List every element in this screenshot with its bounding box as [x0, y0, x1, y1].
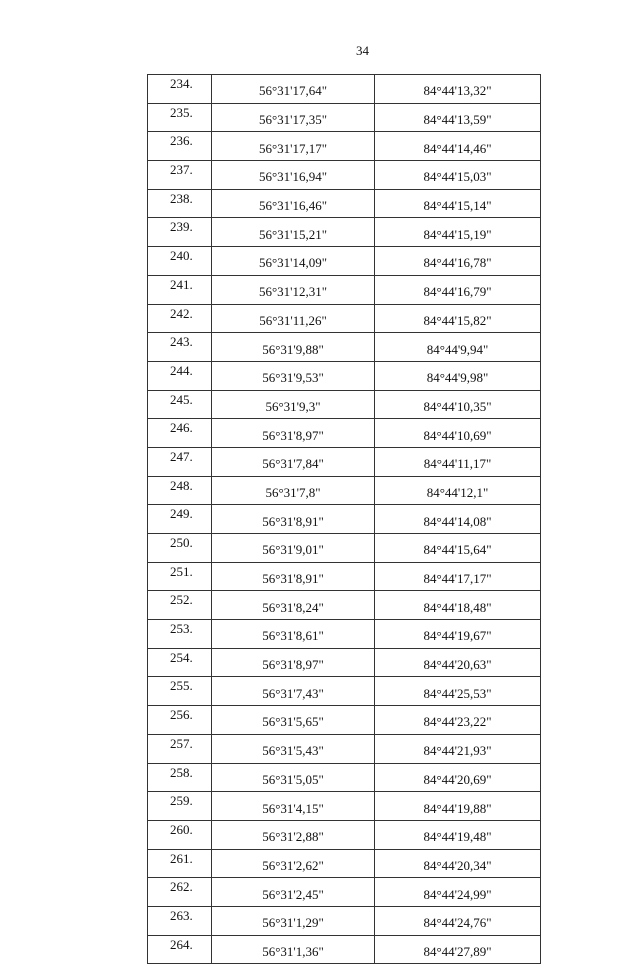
coordinates-table — [147, 74, 541, 964]
longitude-cell: 84°44'23,22" — [375, 706, 541, 735]
point-number-cell: 252. — [148, 591, 212, 620]
latitude-cell: 56°31'1,29" — [212, 906, 375, 935]
longitude-cell: 84°44'19,48" — [375, 820, 541, 849]
table-row — [148, 648, 541, 677]
latitude-cell: 56°31'14,09" — [212, 247, 375, 276]
longitude-cell: 84°44'16,78" — [375, 247, 541, 276]
latitude-cell: 56°31'1,36" — [212, 935, 375, 964]
point-number-cell: 248. — [148, 476, 212, 505]
table-row — [148, 275, 541, 304]
latitude-cell: 56°31'8,97" — [212, 419, 375, 448]
latitude-cell: 56°31'9,88" — [212, 333, 375, 362]
longitude-cell: 84°44'21,93" — [375, 734, 541, 763]
table-row — [148, 333, 541, 362]
table-row — [148, 505, 541, 534]
latitude-cell: 56°31'9,3" — [212, 390, 375, 419]
latitude-cell: 56°31'7,43" — [212, 677, 375, 706]
table-row — [148, 247, 541, 276]
longitude-cell: 84°44'15,19" — [375, 218, 541, 247]
longitude-cell: 84°44'15,14" — [375, 189, 541, 218]
latitude-cell: 56°31'8,97" — [212, 648, 375, 677]
table-row — [148, 820, 541, 849]
latitude-cell: 56°31'5,43" — [212, 734, 375, 763]
table-row — [148, 763, 541, 792]
point-number-cell: 258. — [148, 763, 212, 792]
longitude-cell: 84°44'9,98" — [375, 361, 541, 390]
point-number-cell: 260. — [148, 820, 212, 849]
table-row — [148, 591, 541, 620]
latitude-cell: 56°31'15,21" — [212, 218, 375, 247]
table-row — [148, 476, 541, 505]
longitude-cell: 84°44'14,08" — [375, 505, 541, 534]
table-row — [148, 361, 541, 390]
point-number-cell: 259. — [148, 792, 212, 821]
latitude-cell: 56°31'16,94" — [212, 161, 375, 190]
point-number-cell: 250. — [148, 534, 212, 563]
point-number-cell: 240. — [148, 247, 212, 276]
point-number-cell: 256. — [148, 706, 212, 735]
longitude-cell: 84°44'24,76" — [375, 906, 541, 935]
point-number-cell: 241. — [148, 275, 212, 304]
longitude-cell: 84°44'15,64" — [375, 534, 541, 563]
latitude-cell: 56°31'16,46" — [212, 189, 375, 218]
longitude-cell: 84°44'19,88" — [375, 792, 541, 821]
point-number-cell: 251. — [148, 562, 212, 591]
point-number-cell: 244. — [148, 361, 212, 390]
latitude-cell: 56°31'2,45" — [212, 878, 375, 907]
longitude-cell: 84°44'15,82" — [375, 304, 541, 333]
latitude-cell: 56°31'4,15" — [212, 792, 375, 821]
point-number-cell: 253. — [148, 620, 212, 649]
latitude-cell: 56°31'2,62" — [212, 849, 375, 878]
table-row — [148, 935, 541, 964]
longitude-cell: 84°44'24,99" — [375, 878, 541, 907]
latitude-cell: 56°31'17,17" — [212, 132, 375, 161]
latitude-cell: 56°31'17,35" — [212, 103, 375, 132]
table-row — [148, 878, 541, 907]
point-number-cell: 239. — [148, 218, 212, 247]
longitude-cell: 84°44'16,79" — [375, 275, 541, 304]
point-number-cell: 263. — [148, 906, 212, 935]
point-number-cell: 261. — [148, 849, 212, 878]
longitude-cell: 84°44'12,1" — [375, 476, 541, 505]
point-number-cell: 249. — [148, 505, 212, 534]
latitude-cell: 56°31'11,26" — [212, 304, 375, 333]
table-row — [148, 75, 541, 104]
longitude-cell: 84°44'11,17" — [375, 447, 541, 476]
longitude-cell: 84°44'18,48" — [375, 591, 541, 620]
point-number-cell: 246. — [148, 419, 212, 448]
point-number-cell: 247. — [148, 447, 212, 476]
latitude-cell: 56°31'8,91" — [212, 562, 375, 591]
latitude-cell: 56°31'12,31" — [212, 275, 375, 304]
table-row — [148, 734, 541, 763]
table-row — [148, 447, 541, 476]
point-number-cell: 257. — [148, 734, 212, 763]
latitude-cell: 56°31'7,84" — [212, 447, 375, 476]
table-row — [148, 189, 541, 218]
latitude-cell: 56°31'17,64" — [212, 75, 375, 104]
longitude-cell: 84°44'14,46" — [375, 132, 541, 161]
table-row — [148, 620, 541, 649]
longitude-cell: 84°44'13,59" — [375, 103, 541, 132]
point-number-cell: 234. — [148, 75, 212, 104]
latitude-cell: 56°31'8,91" — [212, 505, 375, 534]
latitude-cell: 56°31'8,61" — [212, 620, 375, 649]
table-row — [148, 792, 541, 821]
point-number-cell: 236. — [148, 132, 212, 161]
table-row — [148, 103, 541, 132]
latitude-cell: 56°31'7,8" — [212, 476, 375, 505]
point-number-cell: 255. — [148, 677, 212, 706]
table-row — [148, 706, 541, 735]
longitude-cell: 84°44'20,63" — [375, 648, 541, 677]
point-number-cell: 262. — [148, 878, 212, 907]
point-number-cell: 237. — [148, 161, 212, 190]
table-row — [148, 218, 541, 247]
point-number-cell: 242. — [148, 304, 212, 333]
longitude-cell: 84°44'20,34" — [375, 849, 541, 878]
longitude-cell: 84°44'19,67" — [375, 620, 541, 649]
latitude-cell: 56°31'2,88" — [212, 820, 375, 849]
longitude-cell: 84°44'25,53" — [375, 677, 541, 706]
table-row — [148, 906, 541, 935]
latitude-cell: 56°31'5,65" — [212, 706, 375, 735]
table-row — [148, 161, 541, 190]
longitude-cell: 84°44'15,03" — [375, 161, 541, 190]
point-number-cell: 238. — [148, 189, 212, 218]
latitude-cell: 56°31'5,05" — [212, 763, 375, 792]
longitude-cell: 84°44'27,89" — [375, 935, 541, 964]
latitude-cell: 56°31'9,01" — [212, 534, 375, 563]
coordinates-table-body — [148, 75, 541, 964]
page-number: 34 — [356, 43, 369, 58]
table-row — [148, 849, 541, 878]
table-row — [148, 304, 541, 333]
table-row — [148, 390, 541, 419]
point-number-cell: 264. — [148, 935, 212, 964]
point-number-cell: 245. — [148, 390, 212, 419]
latitude-cell: 56°31'8,24" — [212, 591, 375, 620]
table-row — [148, 419, 541, 448]
longitude-cell: 84°44'13,32" — [375, 75, 541, 104]
point-number-cell: 254. — [148, 648, 212, 677]
longitude-cell: 84°44'9,94" — [375, 333, 541, 362]
table-row — [148, 677, 541, 706]
table-row — [148, 132, 541, 161]
longitude-cell: 84°44'10,35" — [375, 390, 541, 419]
table-row — [148, 534, 541, 563]
longitude-cell: 84°44'10,69" — [375, 419, 541, 448]
table-row — [148, 562, 541, 591]
longitude-cell: 84°44'17,17" — [375, 562, 541, 591]
point-number-cell: 243. — [148, 333, 212, 362]
point-number-cell: 235. — [148, 103, 212, 132]
longitude-cell: 84°44'20,69" — [375, 763, 541, 792]
latitude-cell: 56°31'9,53" — [212, 361, 375, 390]
